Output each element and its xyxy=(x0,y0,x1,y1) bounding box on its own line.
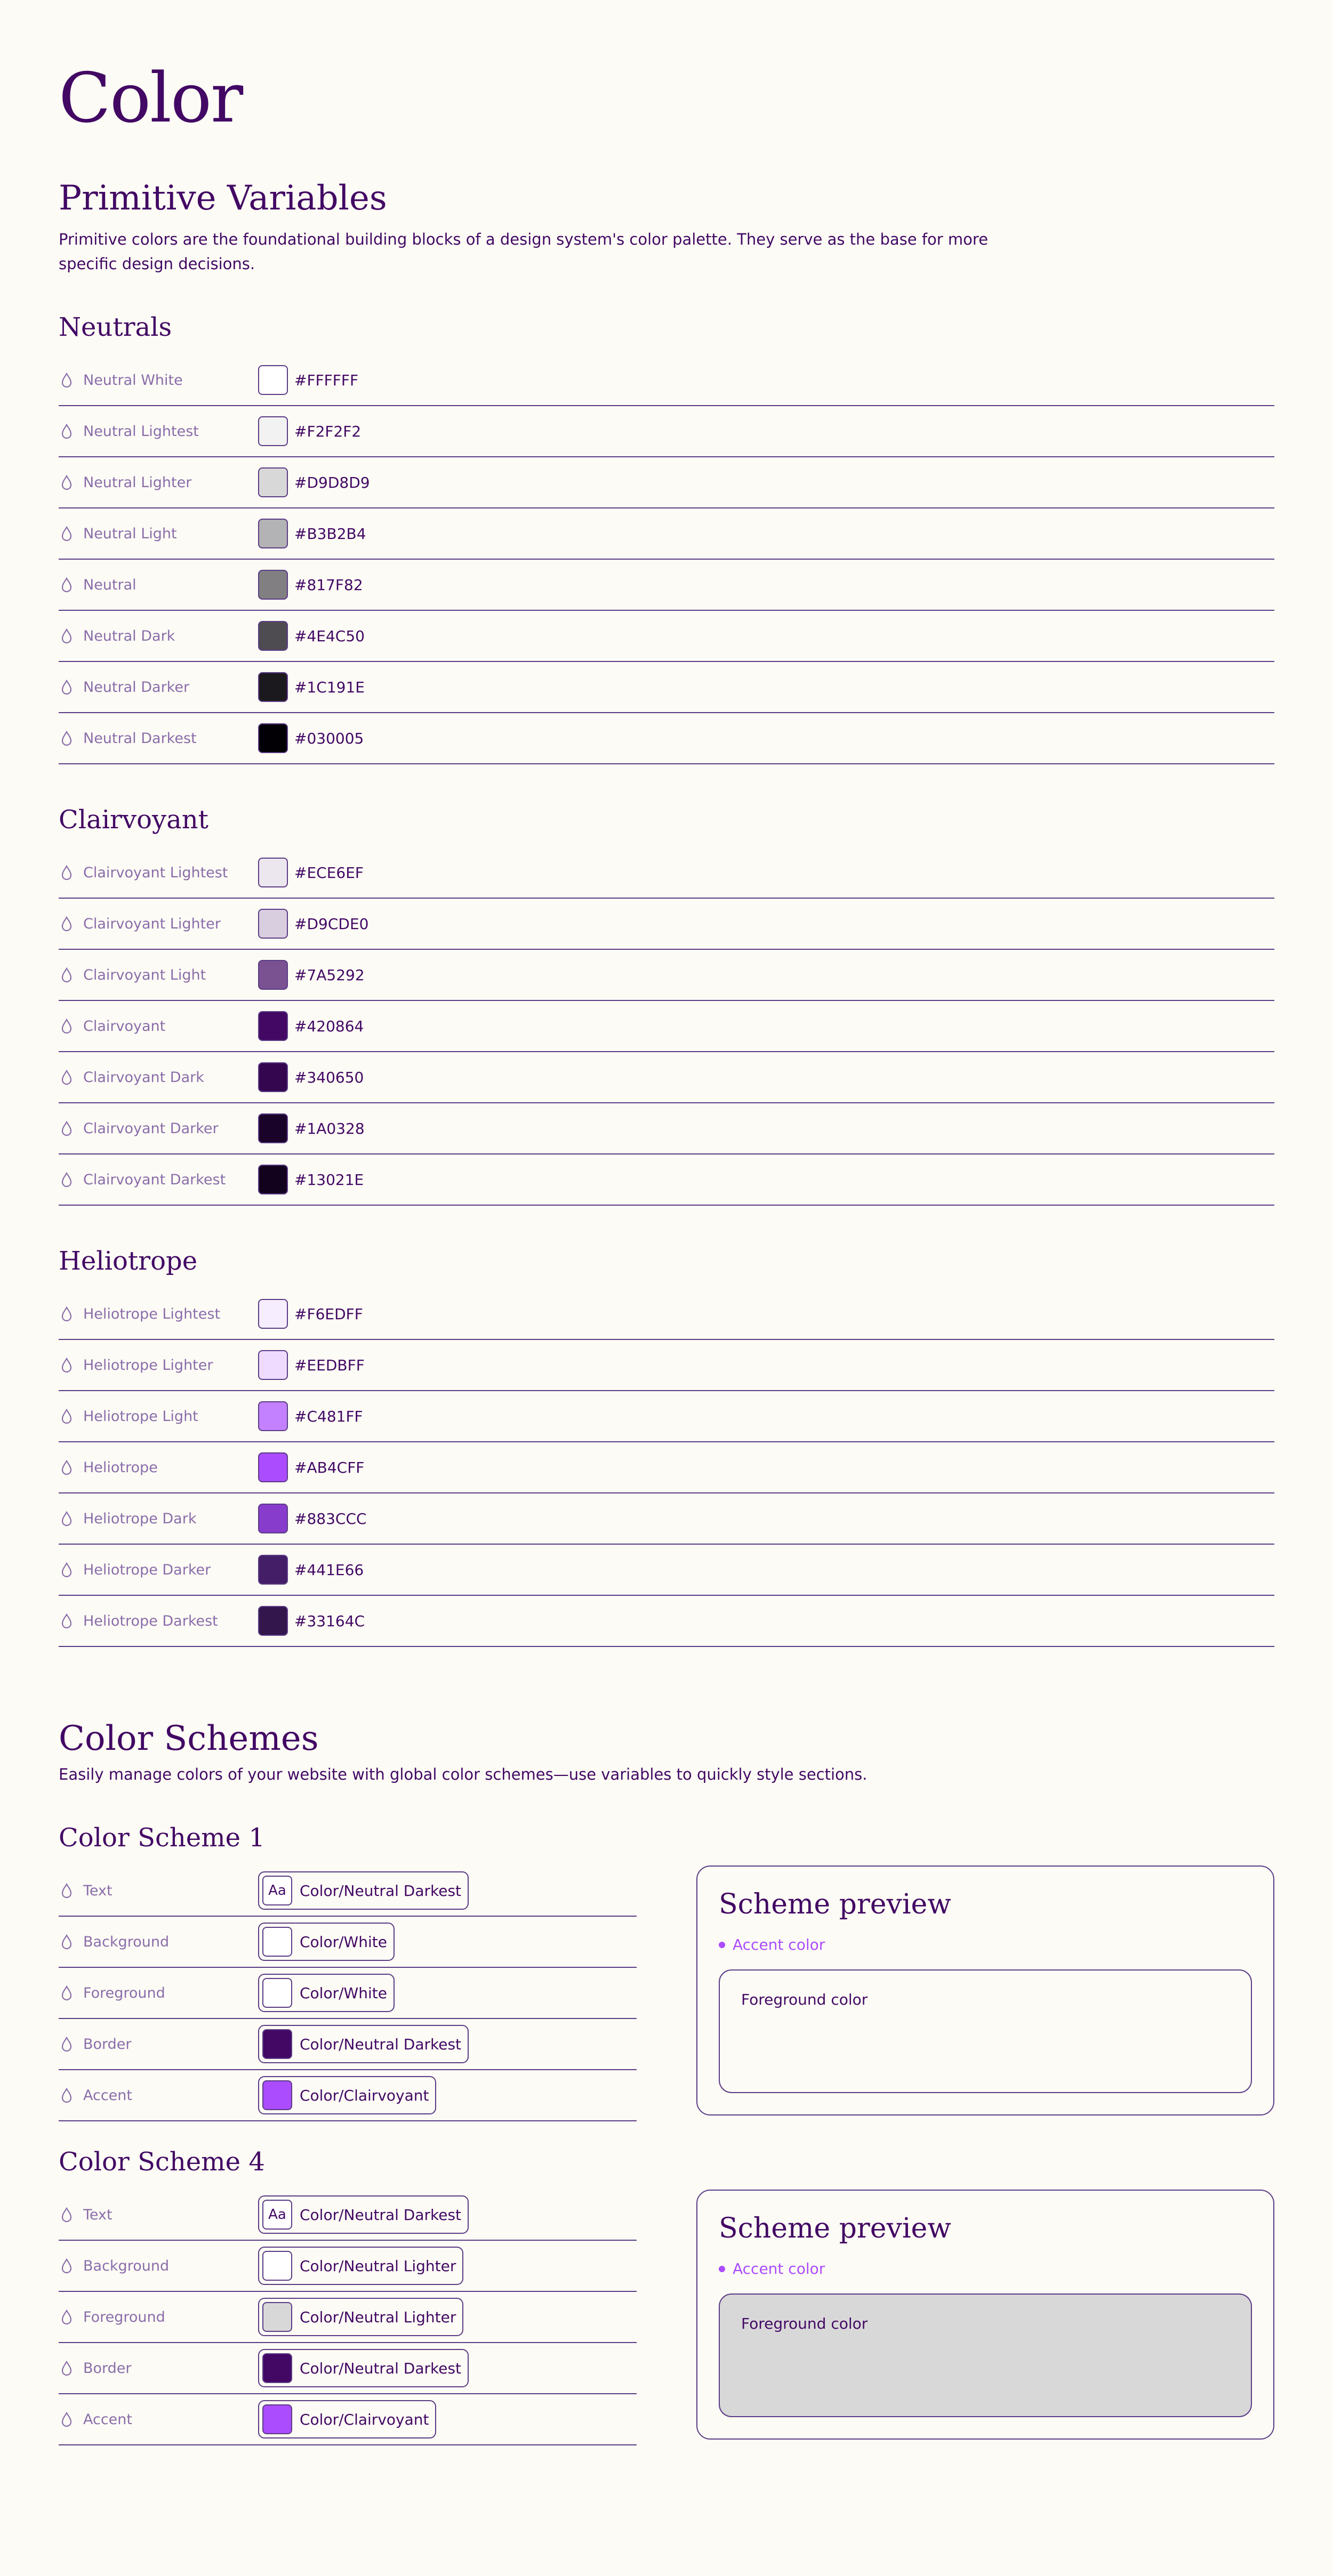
color-name-label: Clairvoyant Darker xyxy=(83,1120,219,1137)
color-row xyxy=(59,1391,1274,1442)
page-title: Color xyxy=(59,59,243,138)
color-name xyxy=(59,577,258,593)
token-label: Color/Clairvoyant xyxy=(300,2086,429,2104)
color-hex-value: #030005 xyxy=(294,729,364,747)
scheme-role-row xyxy=(59,2292,637,2343)
color-name-label: Neutral White xyxy=(83,372,183,389)
color-group xyxy=(59,310,1274,764)
color-swatch xyxy=(258,1452,288,1482)
drop-icon xyxy=(61,916,73,932)
color-hex-value: #B3B2B4 xyxy=(294,524,366,543)
token-label: Color/Neutral Lighter xyxy=(300,2257,456,2275)
token-swatch xyxy=(262,2080,292,2110)
token-swatch xyxy=(262,2302,292,2332)
color-name xyxy=(59,423,258,440)
variable-token[interactable] xyxy=(258,1923,395,1961)
color-name xyxy=(59,916,258,932)
color-hex-value: #1C191E xyxy=(294,678,365,696)
drop-icon xyxy=(61,1172,73,1188)
token-label: Color/Neutral Darkest xyxy=(300,2206,462,2224)
scheme-role-row xyxy=(59,2019,637,2070)
color-name xyxy=(59,1613,258,1629)
color-swatch xyxy=(258,1113,288,1143)
color-name-label: Heliotrope Light xyxy=(83,1408,198,1425)
scheme-roles xyxy=(59,2190,637,2445)
color-hex-value: #EEDBFF xyxy=(294,1356,365,1374)
color-row xyxy=(59,1596,1274,1647)
foreground-label: Foreground color xyxy=(741,2315,868,2332)
role-name-label: Background xyxy=(83,2257,170,2274)
drop-icon xyxy=(61,2360,73,2376)
color-name-label: Neutral Lightest xyxy=(83,423,199,440)
color-row xyxy=(59,457,1274,508)
drop-icon xyxy=(61,1120,73,1136)
drop-icon xyxy=(61,372,73,388)
variable-token[interactable] xyxy=(258,1871,469,1910)
color-hex-value: #D9CDE0 xyxy=(294,915,369,933)
preview-title: Scheme preview xyxy=(719,2212,951,2244)
color-row xyxy=(59,713,1274,764)
color-name-label: Clairvoyant Lightest xyxy=(83,864,228,881)
drop-icon xyxy=(61,1511,73,1527)
color-row xyxy=(59,355,1274,406)
color-row xyxy=(59,1442,1274,1493)
token-label: Color/White xyxy=(300,1984,387,2002)
role-name xyxy=(59,2207,258,2223)
color-name-label: Heliotrope Darkest xyxy=(83,1612,218,1629)
scheme-role-row xyxy=(59,2241,637,2292)
schemes-description: Easily manage colors of your website with global color schemes—use variables to quickly style sections. xyxy=(59,1765,868,1783)
scheme-role-row xyxy=(59,1917,637,1968)
primitive-variables-section xyxy=(59,177,1274,1647)
primitives-description: Primitive colors are the foundational building blocks of a design system's color palette. They serve as the base for more specific design decisions. xyxy=(59,230,989,273)
color-swatch xyxy=(258,1606,288,1636)
color-swatch xyxy=(258,365,288,395)
color-hex-value: #4E4C50 xyxy=(294,627,365,645)
color-row xyxy=(59,950,1274,1001)
color-name xyxy=(59,679,258,696)
schemes-heading: Color Schemes xyxy=(59,1719,319,1758)
color-swatch xyxy=(258,1062,288,1092)
color-hex-value: #817F82 xyxy=(294,576,363,594)
color-name xyxy=(59,628,258,644)
color-row xyxy=(59,662,1274,713)
drop-icon xyxy=(61,1357,73,1373)
color-hex-value: #1A0328 xyxy=(294,1119,365,1137)
accent-color-label xyxy=(719,1936,1252,1953)
color-hex-value: #883CCC xyxy=(294,1509,367,1528)
color-swatch xyxy=(258,1011,288,1041)
color-row xyxy=(59,1493,1274,1545)
color-rows xyxy=(59,847,1274,1206)
color-swatch xyxy=(258,672,288,702)
role-name xyxy=(59,1985,258,2001)
drop-icon xyxy=(61,1562,73,1578)
color-rows xyxy=(59,355,1274,764)
scheme-role-row xyxy=(59,2190,637,2241)
token-swatch xyxy=(262,1978,292,2008)
color-swatch xyxy=(258,723,288,753)
color-name xyxy=(59,865,258,881)
color-hex-value: #AB4CFF xyxy=(294,1458,365,1476)
color-name xyxy=(59,526,258,542)
role-name-label: Foreground xyxy=(83,1984,165,2001)
drop-icon xyxy=(61,526,73,542)
drop-icon xyxy=(61,2411,73,2427)
color-name-label: Heliotrope xyxy=(83,1459,158,1476)
token-label: Color/Clairvoyant xyxy=(300,2410,429,2428)
color-name-label: Neutral Darker xyxy=(83,679,190,696)
color-row xyxy=(59,1340,1274,1391)
token-label: Color/Neutral Lighter xyxy=(300,2308,456,2326)
accent-dot xyxy=(719,1942,725,1948)
color-swatch xyxy=(258,858,288,887)
color-name-label: Heliotrope Dark xyxy=(83,1510,197,1527)
color-row xyxy=(59,406,1274,457)
role-name xyxy=(59,1934,258,1950)
color-name xyxy=(59,1408,258,1425)
color-name xyxy=(59,1120,258,1137)
color-scheme xyxy=(59,1821,1274,2121)
color-hex-value: #F6EDFF xyxy=(294,1305,363,1323)
color-swatch xyxy=(258,519,288,548)
role-name-label: Background xyxy=(83,1933,170,1950)
role-name xyxy=(59,2087,258,2104)
color-hex-value: #FFFFFF xyxy=(294,371,359,389)
preview-title: Scheme preview xyxy=(719,1888,951,1920)
color-name xyxy=(59,1306,258,1322)
foreground-preview-box xyxy=(719,2294,1252,2417)
group-title: Clairvoyant xyxy=(59,805,208,835)
foreground-preview-box xyxy=(719,1969,1252,2093)
variable-token[interactable] xyxy=(258,2349,469,2387)
drop-icon xyxy=(61,1069,73,1085)
color-swatch xyxy=(258,960,288,990)
scheme-role-row xyxy=(59,2343,637,2394)
scheme-body xyxy=(59,1866,1274,2121)
drop-icon xyxy=(61,1408,73,1424)
color-row xyxy=(59,1052,1274,1103)
color-name xyxy=(59,372,258,389)
token-swatch xyxy=(262,1927,292,1957)
group-title: Neutrals xyxy=(59,312,172,342)
drop-icon xyxy=(61,2258,73,2274)
color-row xyxy=(59,847,1274,899)
role-name-label: Foreground xyxy=(83,2308,165,2325)
role-name xyxy=(59,2360,258,2377)
color-hex-value: #13021E xyxy=(294,1170,364,1189)
primitive-groups xyxy=(59,310,1274,1647)
token-label: Color/White xyxy=(300,1933,387,1951)
role-name xyxy=(59,2411,258,2428)
color-name xyxy=(59,1018,258,1035)
color-hex-value: #420864 xyxy=(294,1017,364,1035)
accent-color-label xyxy=(719,2260,1252,2278)
color-group xyxy=(59,1244,1274,1647)
token-label: Color/Neutral Darkest xyxy=(300,2035,462,2053)
drop-icon xyxy=(61,865,73,881)
color-name xyxy=(59,1357,258,1374)
variable-token[interactable] xyxy=(258,2076,436,2114)
color-name-label: Clairvoyant Light xyxy=(83,966,206,983)
drop-icon xyxy=(61,1018,73,1034)
color-name-label: Heliotrope Darker xyxy=(83,1561,211,1578)
color-row xyxy=(59,1289,1274,1340)
scheme-preview xyxy=(696,2190,1274,2440)
color-name-label: Neutral Darkest xyxy=(83,730,197,747)
color-row xyxy=(59,1154,1274,1206)
scheme-role-row xyxy=(59,1866,637,1917)
color-hex-value: #340650 xyxy=(294,1068,364,1086)
color-group xyxy=(59,803,1274,1206)
color-rows xyxy=(59,1289,1274,1647)
role-name-label: Border xyxy=(83,2360,132,2377)
scheme-body xyxy=(59,2190,1274,2445)
accent-label-text: Accent color xyxy=(733,2260,825,2278)
color-hex-value: #D9D8D9 xyxy=(294,473,370,491)
color-name xyxy=(59,474,258,491)
color-swatch xyxy=(258,621,288,651)
color-name xyxy=(59,967,258,983)
drop-icon xyxy=(61,2309,73,2325)
role-name-label: Accent xyxy=(83,2087,132,2104)
variable-token[interactable] xyxy=(258,2025,469,2063)
color-hex-value: #33164C xyxy=(294,1612,365,1630)
color-swatch xyxy=(258,1401,288,1431)
color-row xyxy=(59,1103,1274,1154)
role-name xyxy=(59,2036,258,2053)
color-name xyxy=(59,1069,258,1086)
color-name-label: Clairvoyant Lighter xyxy=(83,915,221,932)
drop-icon xyxy=(61,1883,73,1899)
role-name-label: Border xyxy=(83,2036,132,2053)
variable-token[interactable] xyxy=(258,2298,463,2336)
drop-icon xyxy=(61,2036,73,2052)
color-swatch xyxy=(258,1350,288,1380)
color-hex-value: #7A5292 xyxy=(294,966,365,984)
drop-icon xyxy=(61,1306,73,1322)
color-name-label: Heliotrope Lightest xyxy=(83,1305,221,1322)
token-swatch xyxy=(262,2251,292,2281)
accent-dot xyxy=(719,2266,725,2272)
drop-icon xyxy=(61,1459,73,1475)
scheme-title: Color Scheme 1 xyxy=(59,1823,265,1853)
color-row xyxy=(59,1001,1274,1052)
color-name xyxy=(59,1562,258,1578)
color-scheme xyxy=(59,2145,1274,2445)
color-schemes-section xyxy=(59,1717,1274,2445)
color-hex-value: #F2F2F2 xyxy=(294,422,362,440)
token-swatch xyxy=(262,2404,292,2434)
drop-icon xyxy=(61,474,73,490)
drop-icon xyxy=(61,577,73,593)
color-row xyxy=(59,560,1274,611)
variable-token[interactable] xyxy=(258,2195,469,2234)
color-name-label: Neutral Lighter xyxy=(83,474,192,491)
color-name-label: Clairvoyant Dark xyxy=(83,1069,204,1086)
color-name-label: Neutral Dark xyxy=(83,627,175,644)
color-name-label: Heliotrope Lighter xyxy=(83,1356,213,1374)
color-swatch xyxy=(258,1555,288,1585)
drop-icon xyxy=(61,679,73,695)
token-swatch xyxy=(262,2029,292,2059)
scheme-list xyxy=(59,1821,1274,2445)
role-name xyxy=(59,1883,258,1899)
color-swatch xyxy=(258,570,288,600)
drop-icon xyxy=(61,628,73,644)
primitives-heading: Primitive Variables xyxy=(59,179,387,218)
text-style-swatch: Aa xyxy=(262,1876,292,1905)
token-label: Color/Neutral Darkest xyxy=(300,1881,462,1900)
color-name-label: Neutral xyxy=(83,576,136,593)
drop-icon xyxy=(61,1985,73,2001)
role-name-label: Accent xyxy=(83,2411,132,2428)
color-name xyxy=(59,1511,258,1527)
text-style-swatch: Aa xyxy=(262,2200,292,2230)
accent-label-text: Accent color xyxy=(733,1936,825,1953)
drop-icon xyxy=(61,967,73,983)
role-name-label: Text xyxy=(83,2206,113,2223)
color-row xyxy=(59,611,1274,662)
color-name xyxy=(59,1172,258,1188)
color-row xyxy=(59,508,1274,560)
drop-icon xyxy=(61,1934,73,1950)
color-name-label: Clairvoyant Darkest xyxy=(83,1171,226,1188)
foreground-label: Foreground color xyxy=(741,1991,868,2008)
color-swatch xyxy=(258,467,288,497)
color-swatch xyxy=(258,1504,288,1533)
drop-icon xyxy=(61,2087,73,2103)
scheme-roles xyxy=(59,1866,637,2121)
color-swatch xyxy=(258,416,288,446)
color-name xyxy=(59,730,258,747)
drop-icon xyxy=(61,730,73,746)
color-row xyxy=(59,1545,1274,1596)
scheme-preview xyxy=(696,1866,1274,2115)
token-swatch xyxy=(262,2353,292,2383)
scheme-role-row xyxy=(59,2394,637,2445)
scheme-role-row xyxy=(59,1968,637,2019)
color-hex-value: #441E66 xyxy=(294,1561,364,1579)
drop-icon xyxy=(61,1613,73,1629)
color-swatch xyxy=(258,1165,288,1194)
color-row xyxy=(59,899,1274,950)
color-swatch xyxy=(258,1299,288,1329)
group-title: Heliotrope xyxy=(59,1246,198,1276)
role-name xyxy=(59,2309,258,2325)
color-name-label: Clairvoyant xyxy=(83,1018,166,1035)
drop-icon xyxy=(61,2207,73,2223)
color-swatch xyxy=(258,909,288,939)
color-hex-value: #C481FF xyxy=(294,1407,363,1425)
color-hex-value: #ECE6EF xyxy=(294,863,364,882)
color-name-label: Neutral Light xyxy=(83,525,177,542)
scheme-role-row xyxy=(59,2070,637,2121)
scheme-title: Color Scheme 4 xyxy=(59,2147,265,2177)
role-name-label: Text xyxy=(83,1882,113,1899)
variable-token[interactable] xyxy=(258,1974,395,2012)
color-name xyxy=(59,1459,258,1476)
drop-icon xyxy=(61,423,73,439)
role-name xyxy=(59,2258,258,2274)
variable-token[interactable] xyxy=(258,2247,463,2285)
token-label: Color/Neutral Darkest xyxy=(300,2359,462,2377)
variable-token[interactable] xyxy=(258,2400,436,2438)
